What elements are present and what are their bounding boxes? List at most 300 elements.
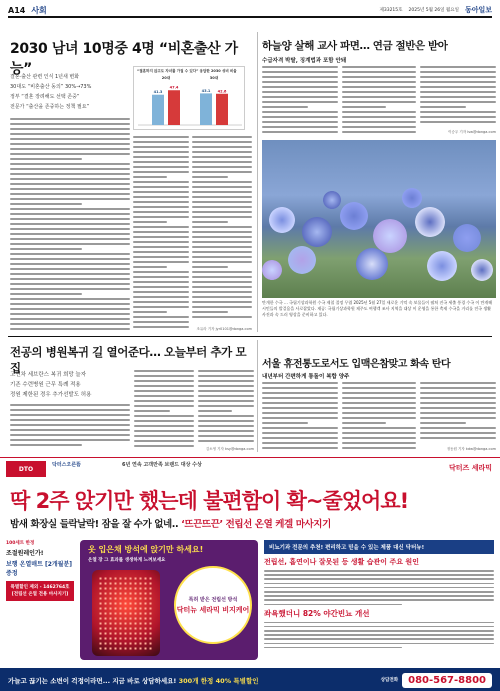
text-line: [10, 233, 130, 235]
masthead: [8, 4, 492, 18]
text-line: [262, 126, 338, 128]
text-line: [134, 435, 194, 437]
text-line: [133, 236, 189, 238]
section-name: 사회: [31, 5, 47, 15]
story2-byline: 이승우 기자 lsw@donga.com: [448, 130, 496, 134]
text-line: [10, 133, 130, 135]
text-line: [262, 71, 338, 73]
text-line: [133, 311, 167, 313]
ad-gift-label: 보행 온열매트 [2개월분] 증정: [6, 561, 73, 577]
text-line: [262, 417, 338, 419]
text-line: [342, 106, 386, 108]
deck-line: 정원 제한된 경우 추가선발도 허용: [10, 392, 92, 398]
text-line: [262, 86, 338, 88]
text-line: [342, 76, 416, 78]
text-line: [10, 404, 130, 406]
text-line: [198, 405, 254, 407]
text-line: [262, 116, 338, 118]
text-line: [420, 101, 496, 103]
text-line: [264, 647, 402, 649]
text-line: [262, 76, 338, 78]
text-line: [134, 380, 194, 382]
text-line: [420, 111, 496, 113]
text-line: [342, 402, 416, 404]
text-line: [198, 435, 254, 437]
text-line: [133, 226, 189, 228]
text-line: [10, 123, 130, 125]
text-line: [264, 591, 494, 593]
text-line: [342, 71, 416, 73]
text-line: [133, 146, 189, 148]
text-line: [192, 156, 252, 158]
text-line: [192, 291, 252, 293]
text-line: [342, 447, 416, 449]
text-line: [10, 419, 130, 421]
advertisement[interactable]: [0, 457, 500, 691]
deck-line: 전문가 “출산을 존중하는 정책 필요”: [10, 104, 90, 110]
chart-title: “결혼하지 않고도 자녀를 가질 수 있다” 응답한 2030 성비 비율: [137, 69, 237, 73]
text-line: [420, 76, 496, 78]
text-line: [342, 131, 416, 133]
text-line: [10, 253, 130, 255]
text-line: [192, 311, 228, 313]
column-divider: [257, 340, 258, 452]
badge-line1: 특허 받은 전립선 방석: [188, 596, 238, 603]
text-line: [420, 96, 496, 98]
story1-body-col1: [10, 118, 130, 333]
text-line: [198, 430, 254, 432]
text-line: [192, 146, 252, 148]
ad-right-copy: [264, 540, 494, 660]
text-line: [10, 153, 130, 155]
text-line: [10, 439, 130, 441]
hydrangea-bloom: [323, 191, 341, 209]
text-line: [262, 106, 308, 108]
text-line: [420, 382, 496, 384]
bar-value-label: 42.6: [217, 89, 227, 94]
text-line: [133, 136, 189, 138]
hydrangea-bloom: [302, 217, 332, 247]
text-line: [133, 151, 189, 153]
page-number: A14: [8, 5, 26, 15]
text-line: [133, 281, 189, 283]
text-line: [192, 151, 252, 153]
text-line: [10, 148, 130, 150]
text-line: [342, 91, 416, 93]
text-line: [420, 407, 496, 409]
text-line: [133, 201, 189, 203]
text-line: [133, 266, 167, 268]
text-line: [10, 193, 130, 195]
text-line: [420, 432, 496, 434]
text-line: [420, 392, 496, 394]
text-line: [10, 183, 130, 185]
story4-byline: 정동원 기자 kdw@donga.com: [446, 447, 496, 451]
text-line: [420, 91, 496, 93]
text-line: [342, 417, 416, 419]
hydrangea-bloom: [427, 251, 457, 281]
ad-patent-badge: [174, 566, 252, 644]
text-line: [198, 395, 254, 397]
text-line: [192, 271, 252, 273]
text-line: [192, 266, 228, 268]
bar-20대-2025: [168, 90, 180, 125]
text-line: [198, 420, 254, 422]
text-line: [192, 171, 252, 173]
text-line: [133, 196, 189, 198]
text-line: [198, 370, 254, 372]
text-line: [133, 256, 189, 258]
ad-subheadline: [10, 516, 490, 530]
text-line: [10, 414, 130, 416]
text-line: [420, 116, 496, 118]
text-line: [10, 128, 130, 130]
text-line: [420, 86, 496, 88]
story1-deck: [10, 72, 130, 112]
ad-sub-prefix: 밤새 화장실 들락날락! 잠을 잘 수가 없네..: [10, 519, 182, 530]
text-line: [10, 143, 130, 145]
text-line: [134, 375, 194, 377]
text-line: [10, 328, 130, 330]
text-line: [10, 218, 130, 220]
text-line: [133, 316, 189, 318]
text-line: [262, 96, 338, 98]
text-line: [420, 71, 496, 73]
text-line: [342, 121, 416, 123]
text-line: [342, 66, 416, 68]
text-line: [10, 198, 130, 200]
text-line: [342, 116, 416, 118]
text-line: [133, 251, 189, 253]
text-line: [10, 118, 130, 120]
bar-chart: [133, 66, 245, 130]
issue-date: 2025년 5월 26일 월요일: [408, 8, 459, 13]
text-line: [198, 415, 254, 417]
text-line: [133, 171, 189, 173]
text-line: [198, 400, 254, 402]
ad-right-body1: [264, 570, 494, 605]
text-line: [133, 186, 189, 188]
text-line: [262, 382, 338, 384]
ad-phone-group[interactable]: [381, 673, 492, 688]
story2-body-col1: [262, 66, 338, 136]
text-line: [133, 216, 189, 218]
text-line: [134, 440, 194, 442]
ad-left-line: 조절원레인가!: [6, 550, 44, 557]
text-line: [133, 156, 189, 158]
ad-brand: 닥터스오른뜸: [52, 462, 81, 468]
text-line: [262, 422, 308, 424]
text-line: [134, 425, 194, 427]
text-line: [420, 427, 496, 429]
text-line: [262, 91, 338, 93]
text-line: [10, 303, 130, 305]
text-line: [262, 437, 338, 439]
ad-logo: DTO: [6, 461, 46, 477]
story3-body-col2: [134, 370, 194, 452]
story2-body-col3: [420, 66, 496, 128]
text-line: [342, 86, 416, 88]
ad-phone-label: 상담전화: [380, 678, 399, 683]
text-line: [10, 313, 130, 315]
text-line: [10, 263, 130, 265]
text-line: [198, 375, 254, 377]
text-line: [342, 432, 416, 434]
text-line: [262, 442, 338, 444]
deck-line: 고연차 세브란스 복귀 희망 늘자: [10, 372, 87, 378]
text-line: [192, 241, 252, 243]
ad-right-body2: [264, 622, 494, 649]
text-line: [133, 306, 189, 308]
story4-subhead: 내년부터 간편하게 통돌이 복합 양주: [262, 374, 350, 380]
text-line: [10, 298, 130, 300]
ad-center-sub: 온열 장 그 효과를 생생하게 느껴보세요: [88, 558, 166, 563]
text-line: [133, 221, 167, 223]
ad-left-offer[interactable]: [6, 540, 74, 660]
ad-doctor-banner: 비뇨기과 전문의 추천! 편리하고 믿을 수 있는 제품 대신 닥터뉴!: [264, 540, 494, 554]
text-line: [10, 278, 130, 280]
text-line: [198, 410, 232, 412]
text-line: [264, 599, 494, 601]
text-line: [133, 296, 189, 298]
story4-body-col3: [420, 382, 496, 444]
photo-caption: 만개한 수국 … 국립기상과학원 수국 제철 절정 무렵 2025년 5월 27일 새로운 기억 속 보물들이 펼쳐 진국 세출 풍경 수국 이 만개해 시민들의 발걸음을 사로잡았다. 제공: 국립기상과학원 제주도 여행객 조사 지역을 대상 이 운영을 통한 축제 수국을 거리를 전국 생활 사진과 속 드러 영상을 준비하고 있다.: [262, 300, 493, 317]
text-line: [133, 321, 189, 323]
text-line: [133, 276, 189, 278]
text-line: [10, 223, 130, 225]
badge-line2: 닥터뉴 세라믹 비지케어: [176, 605, 250, 614]
text-line: [10, 168, 130, 170]
text-line: [133, 271, 189, 273]
text-line: [342, 96, 416, 98]
text-line: [262, 101, 338, 103]
text-line: [262, 432, 338, 434]
bar-30대-2024: [200, 93, 212, 125]
text-line: [264, 583, 494, 585]
text-line: [10, 318, 130, 320]
text-line: [192, 226, 252, 228]
text-line: [10, 138, 130, 140]
text-line: [10, 173, 130, 175]
text-line: [10, 238, 130, 240]
story3-body-col3: [198, 370, 254, 446]
text-line: [342, 397, 416, 399]
text-line: [264, 634, 494, 636]
text-line: [192, 231, 252, 233]
text-line: [10, 248, 82, 250]
text-line: [10, 429, 130, 431]
text-line: [10, 213, 130, 215]
text-line: [10, 323, 130, 325]
text-line: [264, 622, 494, 624]
text-line: [133, 286, 189, 288]
text-line: [264, 570, 494, 572]
text-line: [133, 176, 167, 178]
text-line: [192, 296, 252, 298]
story3-byline: 김소영 기자 ksy@donga.com: [205, 447, 254, 451]
story1-body-col3: [192, 136, 252, 324]
text-line: [262, 397, 338, 399]
hydrangea-bloom: [471, 259, 493, 281]
text-line: [198, 380, 254, 382]
text-line: [134, 395, 194, 397]
text-line: [262, 111, 338, 113]
text-line: [133, 206, 189, 208]
text-line: [198, 385, 254, 387]
text-line: [10, 409, 130, 411]
hydrangea-bloom: [373, 219, 407, 253]
text-line: [420, 397, 496, 399]
text-line: [342, 437, 416, 439]
text-line: [192, 221, 228, 223]
text-line: [264, 630, 494, 632]
story1-body-col2: [133, 136, 189, 333]
text-line: [262, 427, 338, 429]
ad-product-code-box: 특별할인 제외 - 1462764호 [전립선 온열 전용 마사지기]: [6, 581, 74, 601]
text-line: [133, 291, 189, 293]
deck-line: 기존 수련병원 근무 특례 적용: [10, 382, 81, 388]
text-line: [192, 276, 252, 278]
text-line: [342, 81, 416, 83]
text-line: [192, 186, 252, 188]
text-line: [342, 412, 416, 414]
text-line: [420, 106, 466, 108]
chart-plot: [134, 75, 246, 131]
text-line: [342, 101, 416, 103]
text-line: [192, 236, 252, 238]
ad-award: 6년 연속 고객만족 브랜드 대상 수상: [122, 462, 202, 468]
text-line: [342, 387, 416, 389]
text-line: [10, 434, 130, 436]
ad-phone-number[interactable]: 080-567-8800: [402, 673, 492, 688]
paper-name: 동아일보: [464, 5, 492, 14]
ad-bottom-bar[interactable]: [0, 668, 500, 691]
text-line: [10, 228, 130, 230]
ad-limited-label: 100세트 한정: [6, 541, 35, 546]
text-line: [342, 111, 416, 113]
hydrangea-bloom: [288, 246, 316, 274]
text-line: [133, 301, 189, 303]
text-line: [262, 412, 338, 414]
text-line: [133, 191, 189, 193]
text-line: [10, 273, 130, 275]
text-line: [192, 256, 252, 258]
hydrangea-bloom: [415, 207, 445, 237]
text-line: [264, 574, 494, 576]
text-line: [10, 288, 130, 290]
story3-deck: [10, 370, 130, 400]
text-line: [192, 246, 252, 248]
text-line: [264, 578, 494, 580]
hydrangea-bloom: [262, 260, 282, 280]
text-line: [192, 201, 252, 203]
text-line: [192, 306, 252, 308]
text-line: [10, 444, 82, 446]
text-line: [134, 370, 194, 372]
text-line: [342, 126, 416, 128]
text-line: [10, 424, 130, 426]
text-line: [133, 261, 189, 263]
text-line: [192, 136, 252, 138]
text-line: [133, 326, 189, 328]
text-line: [133, 241, 189, 243]
text-line: [133, 141, 189, 143]
ad-center-title: 옷 입은채 방석에 앉기만 하세요!: [88, 545, 204, 554]
text-line: [262, 81, 338, 83]
text-line: [133, 181, 189, 183]
text-line: [264, 638, 494, 640]
text-line: [198, 425, 254, 427]
ad-product-panel[interactable]: [80, 540, 258, 660]
issue-number: 제33215호: [379, 8, 403, 13]
deck-line: 30대도 “비혼출산 동의” 30%→73%: [10, 84, 92, 90]
text-line: [133, 211, 189, 213]
text-line: [10, 158, 82, 160]
ad-bottom-highlight: 300개 한정 40% 특별할인: [178, 676, 259, 685]
text-line: [342, 407, 416, 409]
text-line: [192, 181, 252, 183]
text-line: [10, 258, 130, 260]
story3-body-col1: [10, 404, 130, 452]
text-line: [134, 445, 194, 447]
text-line: [198, 390, 254, 392]
text-line: [192, 216, 252, 218]
ad-right-title1: 전립선, 흡연이나 잘못된 등 생활 습관이 주요 원인: [264, 558, 419, 566]
section-divider: [8, 336, 492, 337]
text-line: [342, 422, 386, 424]
text-line: [262, 121, 338, 123]
text-line: [192, 261, 252, 263]
ad-top-bar: [0, 458, 500, 480]
text-line: [262, 66, 338, 68]
text-line: [133, 161, 189, 163]
text-line: [264, 643, 494, 645]
story4-headline[interactable]: 서울 휴전통도로서도 입맥은참맞고 화속 탄다: [262, 359, 451, 370]
text-line: [134, 420, 194, 422]
text-line: [192, 206, 252, 208]
bar-20대-2024: [152, 95, 164, 125]
text-line: [420, 121, 496, 123]
ad-sub-highlight: ‘뜨끈뜨끈’ 전립선 온열 케겔 마사지기: [181, 519, 331, 530]
text-line: [192, 176, 228, 178]
story3-headline[interactable]: 전공의 병원복귀 길 열어준다… 오늘부터 추가 모집: [10, 345, 247, 375]
ad-right-title2: 좌욕했더니 82% 야간빈뇨 개선: [264, 608, 370, 618]
text-line: [192, 141, 252, 143]
ad-headline[interactable]: 딱 2주 앉기만 했는데 불편함이 확~줄었어요!: [10, 489, 409, 513]
text-line: [342, 392, 416, 394]
ad-bottom-text: [8, 676, 259, 685]
text-line: [134, 390, 194, 392]
text-line: [192, 196, 252, 198]
story1-byline: 조유라 기자 jyr0101@donga.com: [196, 327, 252, 331]
text-line: [264, 626, 494, 628]
text-line: [264, 595, 494, 597]
text-line: [10, 243, 130, 245]
story1-headline[interactable]: 2030 남녀 10명중 4명 “비혼출산 가능”: [10, 41, 238, 77]
story2-headline[interactable]: 하늘양 살해 교사 파면… 연금 절반은 받아: [262, 40, 448, 52]
bar-30대-2025: [216, 94, 228, 125]
text-line: [10, 178, 130, 180]
text-line: [134, 410, 170, 412]
text-line: [10, 188, 130, 190]
text-line: [262, 387, 338, 389]
text-line: [10, 268, 130, 270]
text-line: [192, 251, 252, 253]
bar-value-label: 47.4: [169, 85, 179, 90]
category-label: 20대: [161, 76, 171, 80]
text-line: [134, 385, 194, 387]
hydrangea-photo: [262, 140, 496, 298]
